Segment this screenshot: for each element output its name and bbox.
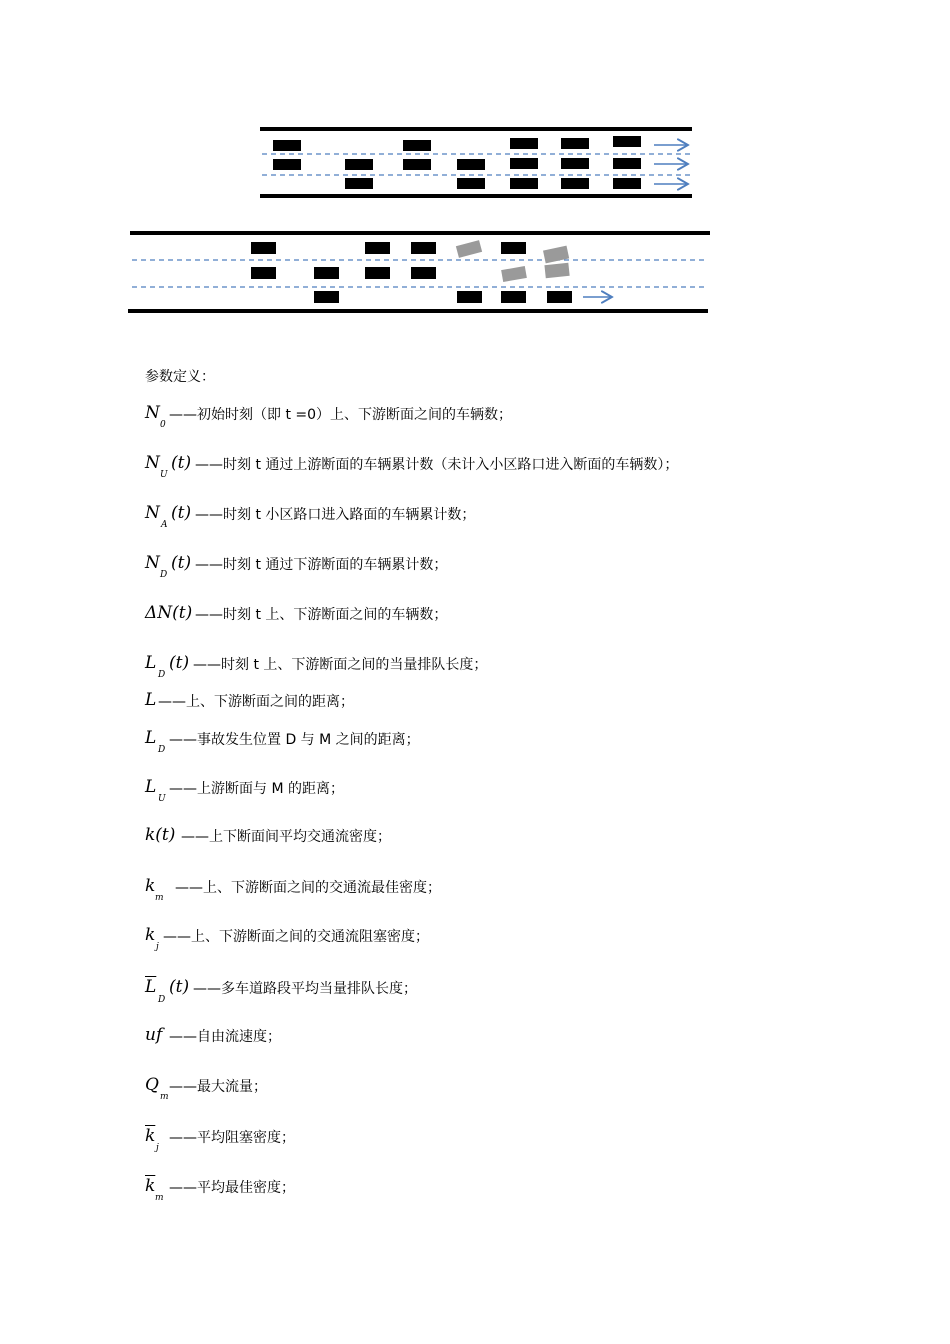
symbol-subscript: 0 (160, 420, 166, 430)
symbol-subscript: A (161, 520, 168, 530)
symbol-subscript: D (158, 745, 166, 755)
definition-text: ——上、下游断面之间的距离； (158, 694, 354, 710)
symbol-subscript: m (160, 1092, 169, 1102)
symbol-overlined: $\overline{k}$ (145, 1126, 156, 1146)
section-heading: 参数定义： (145, 369, 215, 385)
definition-text: ——上、下游断面之间的交通流最佳密度； (175, 880, 441, 896)
symbol: N (145, 403, 160, 423)
symbol: k(t) (145, 825, 176, 845)
symbol-subscript: m (155, 1193, 164, 1203)
symbol-subscript: j (156, 1143, 159, 1153)
symbol-argument: (t) (169, 653, 190, 673)
symbol: N (145, 453, 160, 473)
definition-text: ——上下断面间平均交通流密度； (181, 829, 391, 845)
symbol: L (145, 653, 157, 673)
incident-road (128, 233, 710, 311)
definition-text: ——平均最佳密度； (169, 1180, 295, 1196)
symbol: L (145, 690, 157, 710)
definition-text: ——最大流量； (169, 1079, 267, 1095)
symbol: ΔN(t) (145, 603, 193, 623)
definition-text: ——时刻 t 通过下游断面的车辆累计数； (195, 557, 448, 573)
definition-text: ——平均阻塞密度； (169, 1130, 295, 1146)
symbol-argument: (t) (171, 503, 192, 523)
symbol-subscript: D (158, 995, 166, 1005)
symbol-argument: (t) (171, 453, 192, 473)
definition-text: ——上、下游断面之间的交通流阻塞密度； (163, 929, 429, 945)
symbol: L (145, 777, 157, 797)
symbol: uf (145, 1025, 163, 1045)
symbol: k (145, 876, 156, 896)
traffic-diagram (0, 0, 950, 340)
definition-text: ——时刻 t 小区路口进入路面的车辆累计数； (195, 507, 476, 523)
definition-text: ——事故发生位置 D 与 M 之间的距离； (169, 732, 420, 748)
definition-text: ——时刻 t 上、下游断面之间的车辆数； (195, 607, 448, 623)
symbol-subscript: U (158, 794, 166, 804)
symbol: N (145, 503, 160, 523)
normal-flow-road (260, 129, 692, 196)
symbol: k (145, 925, 156, 945)
symbol-subscript: m (155, 893, 164, 903)
symbol-argument: (t) (169, 977, 190, 997)
symbol: L (145, 728, 157, 748)
symbol-subscript: D (158, 670, 166, 680)
symbol-overlined: $\overline{L}$ (145, 977, 157, 997)
symbol-subscript: U (160, 470, 168, 480)
definition-text: ——时刻 t 上、下游断面之间的当量排队长度； (193, 657, 488, 673)
symbol-overlined: $\overline{k}$ (145, 1176, 156, 1196)
symbol-subscript: D (160, 570, 168, 580)
symbol: N (145, 553, 160, 573)
symbol: Q (145, 1075, 159, 1095)
definition-text: ——多车道路段平均当量排队长度； (193, 981, 417, 997)
definition-text: ——初始时刻（即 t =0）上、下游断面之间的车辆数； (169, 407, 513, 423)
symbol-argument: (t) (171, 553, 192, 573)
definition-text: ——时刻 t 通过上游断面的车辆累计数（未计入小区路口进入断面的车辆数）； (195, 457, 679, 473)
definition-text: ——上游断面与 M 的距离； (169, 781, 344, 797)
definition-text: ——自由流速度； (169, 1029, 281, 1045)
symbol-subscript: j (156, 942, 159, 952)
